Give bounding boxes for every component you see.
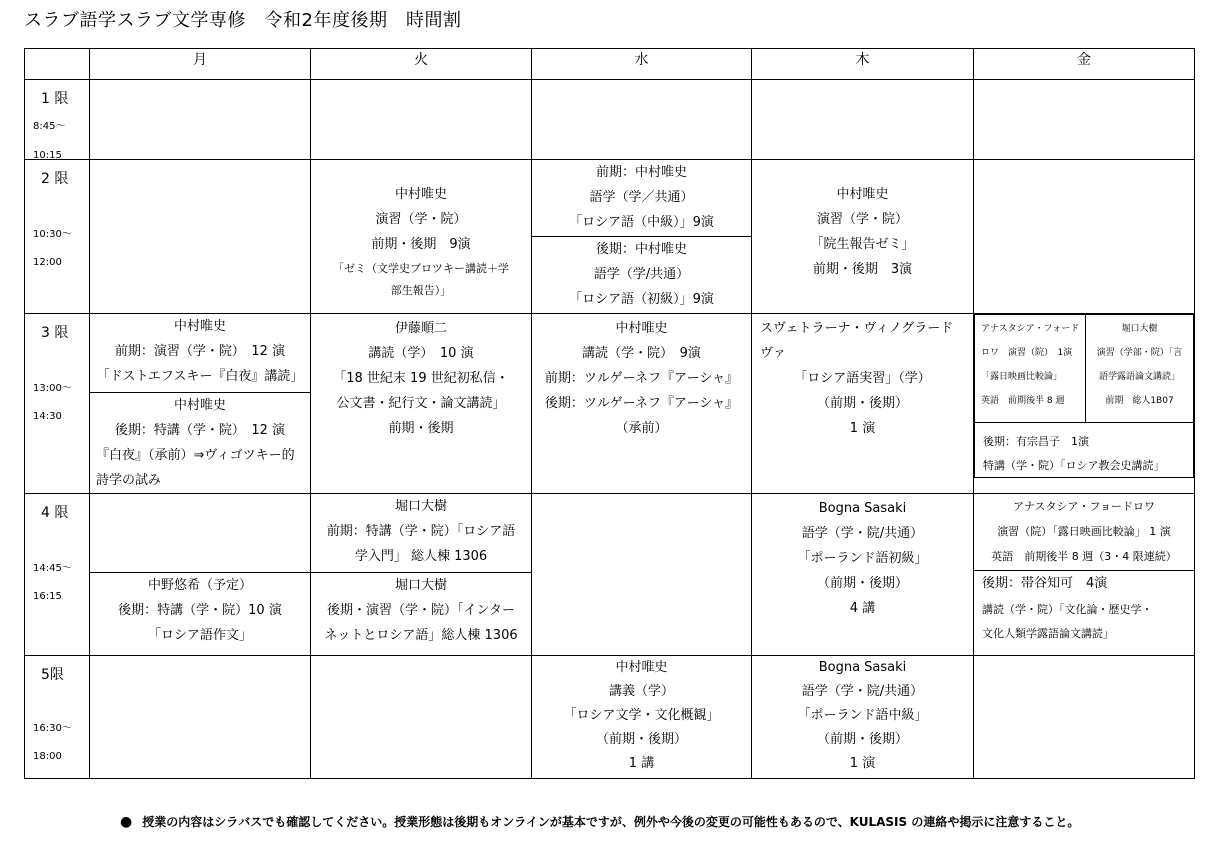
class-line: 講読（学・院） 9演 (582, 346, 701, 361)
footer-note (120, 813, 1079, 830)
class-line: 前期：特講（学・院）「ロシア語 (326, 524, 516, 539)
cell-fri-2 (974, 160, 1195, 314)
class-line: スヴェトラーナ・ヴィノグラード (760, 321, 954, 336)
class-line: 1 演 (849, 421, 876, 436)
class-line: 前期：中村唯史 (595, 165, 687, 180)
period-end: 18:00 (33, 751, 62, 762)
cell-fri-1 (974, 80, 1195, 160)
bullet-icon: ● (120, 814, 133, 830)
period-start: 13:00～ (33, 383, 72, 394)
class-line: 「ロシア文学・文化概観」 (563, 708, 720, 723)
class-line: 中村唯史 (615, 660, 668, 675)
cell-mon-5 (90, 656, 311, 779)
class-line: 後期：有宗昌子 1演 (983, 435, 1089, 448)
class-line: 堀口大樹 (394, 578, 447, 593)
class-line: 4 講 (849, 601, 876, 616)
class-line: 『白夜』（承前）⇒ヴィゴツキー的 (96, 448, 295, 463)
class-line: 学入門」 総人棟 1306 (354, 549, 488, 564)
class-line: 詩学の試み (96, 473, 162, 488)
class-line: 演習（学部・院）「言 (1096, 348, 1183, 358)
day-header-mon: 月 (90, 49, 311, 80)
class-block-fri-4-second (974, 571, 1194, 645)
cell-fri-4 (974, 494, 1195, 656)
class-line: 中村唯史 (173, 398, 226, 413)
cell-thu-5 (752, 656, 974, 779)
period-header-4 (25, 494, 90, 656)
class-line: 「ロシア語（初級）」9演 (569, 292, 714, 307)
class-line: 語学（学・院/共通） (801, 684, 924, 699)
class-block-fri-3-bottom (975, 423, 1194, 478)
fri-3-split (974, 314, 1194, 478)
period-start: 16:30～ (33, 723, 72, 734)
class-block-mon-4-second (90, 573, 310, 648)
class-line: 「ゼミ（文学史ブロツキー講読＋学 (333, 262, 509, 275)
period-header-2 (25, 160, 90, 314)
class-block-wed-2-first (532, 160, 751, 237)
class-line: 公文書・紀行文・論文講読」 (336, 396, 506, 411)
period-start: 14:45～ (33, 563, 72, 574)
period-label: 4 限 (41, 505, 69, 521)
class-block-wed-2-second (532, 237, 751, 312)
period-row-1 (25, 80, 1195, 160)
class-line: 前期 総人1B07 (1105, 396, 1174, 406)
day-header-thu: 木 (752, 49, 974, 80)
class-line: 後期・演習（学・院）「インター (327, 603, 515, 618)
class-line: 前期・後期 3演 (812, 262, 913, 277)
class-line: 「ポーランド語初級」 (797, 551, 928, 566)
cell-mon-2 (90, 160, 311, 314)
class-block-tue-4-second (311, 573, 531, 648)
cell-thu-1 (752, 80, 974, 160)
period-label: 1 限 (41, 91, 69, 107)
period-header-3 (25, 314, 90, 494)
cell-fri-3 (974, 314, 1195, 494)
class-line: 堀口大樹 (1121, 324, 1158, 334)
class-block-mon-4-first (90, 494, 310, 573)
period-end: 10:15 (33, 150, 62, 160)
period-start: 8:45～ (33, 121, 66, 132)
class-line: ネットとロシア語」総人棟 1306 (324, 628, 518, 643)
class-line: 「ロシア語（中級）」9演 (569, 215, 714, 230)
class-line: 後期：ツルゲーネフ『アーシャ』 (544, 396, 739, 411)
class-block-fri-3-left (975, 315, 1086, 423)
period-end: 14:30 (33, 411, 62, 422)
class-line: （前期・後期） (595, 732, 687, 747)
period-end: 16:15 (33, 591, 62, 602)
class-line: 「露日映画比較論」 (981, 372, 1063, 382)
class-line: ヴァ (760, 346, 786, 361)
class-line: 中村唯史 (615, 321, 668, 336)
period-header-5 (25, 656, 90, 779)
cell-wed-4 (532, 494, 752, 656)
timetable (24, 48, 1195, 779)
class-line: 中村唯史 (836, 187, 889, 202)
day-header-fri: 金 (974, 49, 1195, 80)
cell-tue-1 (311, 80, 532, 160)
cell-tue-4 (311, 494, 532, 656)
cell-mon-3 (90, 314, 311, 494)
class-line: 「院生報告ゼミ」 (810, 237, 915, 252)
cell-mon-4 (90, 494, 311, 656)
day-header-tue: 火 (311, 49, 532, 80)
cell-fri-5 (974, 656, 1195, 779)
footer-note-text: 授業の内容はシラバスでも確認してください。授業形態は後期もオンラインが基本ですが、例外や今後の変更の可能性もあるので、KULASIS の連絡や掲示に注意すること。 (142, 815, 1080, 829)
period-label: 5限 (41, 667, 64, 683)
class-line: Bogna Sasaki (818, 501, 907, 516)
class-line: 伊藤順二 (394, 321, 447, 336)
class-line: 1 講 (628, 756, 655, 771)
class-line: （前期・後期） (816, 732, 908, 747)
period-label: 3 限 (41, 325, 69, 341)
class-block-mon-3-second (90, 393, 310, 493)
class-line: 「ドストエフスキー『白夜』講読」 (96, 369, 304, 384)
class-line: 語学（学/共通） (593, 267, 690, 282)
class-line: 後期：特講（学・院） 12 演 (114, 423, 286, 438)
class-line: 前期・後期 (388, 421, 454, 436)
period-row-5 (25, 656, 1195, 779)
cell-thu-4 (752, 494, 974, 656)
class-line: 語学（学・院/共通） (801, 526, 924, 541)
class-line: 「ロシア語作文」 (147, 628, 252, 643)
period-start: 10:30～ (33, 229, 72, 240)
class-line: 英語 前期後半 8 週（3・4 限連続） (991, 550, 1177, 563)
class-line: 後期：帯谷知可 4演 (982, 576, 1108, 591)
day-header-wed: 水 (532, 49, 752, 80)
period-label: 2 限 (41, 171, 69, 187)
class-line: ロワ 演習（院） 1演 (981, 348, 1073, 358)
cell-tue-3 (311, 314, 532, 494)
class-line: 1 演 (849, 756, 876, 771)
class-line: 「18 世紀末 19 世紀初私信・ (333, 371, 509, 386)
class-line: 「ロシア語実習」（学） (794, 371, 931, 386)
cell-thu-3 (752, 314, 974, 494)
period-row-4 (25, 494, 1195, 656)
class-line: 堀口大樹 (394, 499, 447, 514)
class-block-fri-4-first (974, 494, 1194, 571)
class-line: （承前） (615, 421, 668, 436)
class-line: 語学露語論文講読」 (1098, 372, 1180, 382)
class-block-fri-3-right (1086, 315, 1194, 423)
class-line: 演習（学・院） (816, 212, 908, 227)
class-line: Bogna Sasaki (818, 660, 907, 675)
class-line: アナスタシア・フォード (981, 324, 1080, 334)
class-line: （前期・後期） (816, 396, 908, 411)
class-line: （前期・後期） (816, 576, 908, 591)
class-line: 文化人類学露語論文講読」 (982, 627, 1114, 640)
class-line: 中野悠希（予定） (147, 578, 252, 593)
period-row-2 (25, 160, 1195, 314)
class-block-mon-3-first (90, 314, 310, 393)
cell-wed-1 (532, 80, 752, 160)
class-line: 後期：特講（学・院）10 演 (118, 603, 282, 618)
class-line: 部生報告）」 (390, 284, 452, 297)
class-line: 前期・後期 9演 (371, 237, 471, 252)
corner-cell (25, 49, 90, 80)
class-line: 中村唯史 (173, 319, 226, 334)
cell-wed-5 (532, 656, 752, 779)
class-block-tue-4-first (311, 494, 531, 573)
class-line: 講読（学） 10 演 (368, 346, 474, 361)
period-end: 12:00 (33, 257, 62, 268)
class-line: 演習（院）「露日映画比較論」 1 演 (997, 525, 1171, 538)
class-line: 語学（学／共通） (589, 190, 694, 205)
class-line: 前期：ツルゲーネフ『アーシャ』 (544, 371, 739, 386)
class-line: 講読（学・院）「文化論・歴史学・ (982, 603, 1153, 616)
period-row-3 (25, 314, 1195, 494)
cell-tue-2 (311, 160, 532, 314)
cell-wed-2 (532, 160, 752, 314)
cell-tue-5 (311, 656, 532, 779)
class-line: 特講（学・院）「ロシア教会史講読」 (983, 459, 1165, 472)
page-title: スラブ語学スラブ文学専修 令和2年度後期 時間割 (24, 10, 462, 31)
class-line: 英語 前期後半 8 週 (981, 396, 1065, 406)
class-line: 演習（学・院） (375, 212, 467, 227)
class-line: 「ポーランド語中級」 (797, 708, 928, 723)
class-line: 中村唯史 (394, 187, 447, 202)
class-line: 前期：演習（学・院） 12 演 (114, 344, 286, 359)
cell-thu-2 (752, 160, 974, 314)
period-header-1 (25, 80, 90, 160)
class-line: 後期：中村唯史 (595, 242, 687, 257)
class-line: アナスタシア・フョードロワ (1012, 500, 1155, 513)
class-line: 講義（学） (608, 684, 674, 699)
cell-mon-1 (90, 80, 311, 160)
header-row (25, 49, 1195, 80)
cell-wed-3 (532, 314, 752, 494)
